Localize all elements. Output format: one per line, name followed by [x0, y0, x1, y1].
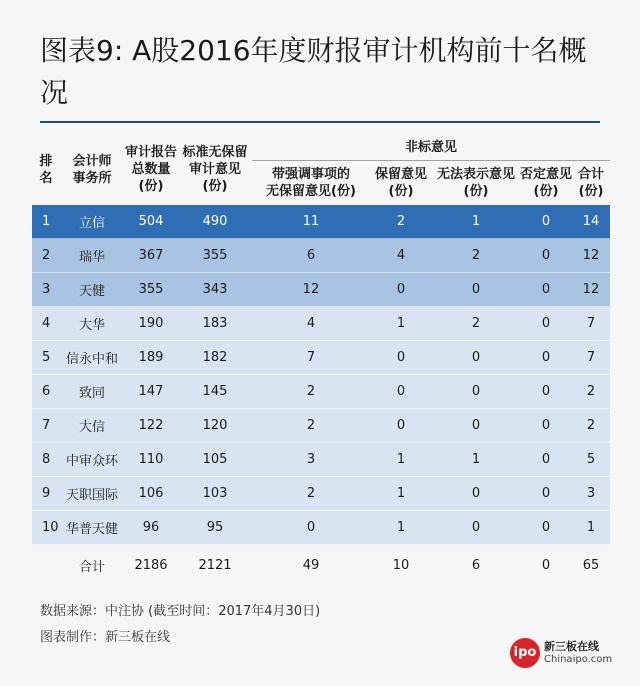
cell-disclaimer: 0	[432, 341, 520, 375]
cell-firm: 大信	[60, 409, 124, 443]
cell-firm: 信永中和	[60, 341, 124, 375]
cell-total: 367	[124, 239, 178, 273]
cell-qualified: 10	[370, 545, 432, 586]
total-row	[32, 545, 610, 586]
cell-disclaimer: 1	[432, 443, 520, 477]
cell-firm: 合计	[60, 545, 124, 586]
cell-adverse: 0	[520, 205, 572, 239]
cell-rank	[32, 545, 60, 586]
audit-firms-table	[32, 134, 610, 585]
cell-standard: 183	[178, 307, 252, 341]
cell-total: 2186	[124, 545, 178, 586]
table-row	[32, 477, 610, 511]
cell-adverse: 0	[520, 477, 572, 511]
cell-sum: 7	[572, 307, 610, 341]
cell-emphasis: 0	[252, 511, 370, 545]
cell-rank: 7	[32, 409, 60, 443]
table-header	[32, 134, 610, 205]
cell-standard: 490	[178, 205, 252, 239]
cell-rank: 2	[32, 239, 60, 273]
cell-sum: 14	[572, 205, 610, 239]
header-subtotal: 合计 (份)	[572, 161, 610, 206]
cell-standard: 2121	[178, 545, 252, 586]
cell-firm: 华普天健	[60, 511, 124, 545]
cell-standard: 95	[178, 511, 252, 545]
cell-disclaimer: 0	[432, 477, 520, 511]
table-row	[32, 239, 610, 273]
cell-adverse: 0	[520, 375, 572, 409]
cell-emphasis: 2	[252, 375, 370, 409]
cell-disclaimer: 0	[432, 409, 520, 443]
cell-disclaimer: 2	[432, 239, 520, 273]
cell-firm: 天健	[60, 273, 124, 307]
cell-firm: 中审众环	[60, 443, 124, 477]
cell-firm: 天职国际	[60, 477, 124, 511]
cell-sum: 2	[572, 375, 610, 409]
cell-disclaimer: 0	[432, 273, 520, 307]
cell-rank: 8	[32, 443, 60, 477]
table-row	[32, 273, 610, 307]
cell-sum: 1	[572, 511, 610, 545]
cell-standard: 145	[178, 375, 252, 409]
table-row	[32, 443, 610, 477]
cell-rank: 4	[32, 307, 60, 341]
cell-firm: 大华	[60, 307, 124, 341]
cell-qualified: 2	[370, 205, 432, 239]
cell-standard: 343	[178, 273, 252, 307]
cell-emphasis: 6	[252, 239, 370, 273]
cell-emphasis: 3	[252, 443, 370, 477]
cell-total: 189	[124, 341, 178, 375]
cell-total: 96	[124, 511, 178, 545]
cell-standard: 120	[178, 409, 252, 443]
cell-adverse: 0	[520, 409, 572, 443]
cell-adverse: 0	[520, 341, 572, 375]
table-row	[32, 511, 610, 545]
table-row	[32, 307, 610, 341]
cell-standard: 105	[178, 443, 252, 477]
table-row	[32, 375, 610, 409]
header-disclaimer: 无法表示意见 (份)	[432, 161, 520, 206]
cell-sum: 12	[572, 273, 610, 307]
cell-qualified: 0	[370, 273, 432, 307]
cell-standard: 355	[178, 239, 252, 273]
header-rank: 排 名	[39, 153, 53, 186]
logo-name: 新三板在线	[544, 640, 599, 653]
table-row	[32, 205, 610, 239]
title-divider	[40, 121, 600, 123]
cell-disclaimer: 2	[432, 307, 520, 341]
cell-disclaimer: 0	[432, 511, 520, 545]
cell-qualified: 0	[370, 375, 432, 409]
cell-qualified: 4	[370, 239, 432, 273]
credit-note: 图表制作：新三板在线	[40, 630, 171, 645]
source-note: 数据来源：中注协 (截至时间：2017年4月30日)	[40, 604, 321, 619]
cell-disclaimer: 6	[432, 545, 520, 586]
cell-qualified: 1	[370, 307, 432, 341]
cell-rank: 6	[32, 375, 60, 409]
cell-firm: 瑞华	[60, 239, 124, 273]
cell-emphasis: 7	[252, 341, 370, 375]
cell-rank: 9	[32, 477, 60, 511]
header-qualified: 保留意见 (份)	[370, 161, 432, 206]
header-audit-count: 审计报告 总数量 (份)	[124, 145, 177, 194]
cell-sum: 5	[572, 443, 610, 477]
cell-total: 106	[124, 477, 178, 511]
cell-sum: 3	[572, 477, 610, 511]
table-row	[32, 341, 610, 375]
cell-qualified: 1	[370, 477, 432, 511]
cell-emphasis: 2	[252, 409, 370, 443]
table-row	[32, 409, 610, 443]
cell-emphasis: 12	[252, 273, 370, 307]
cell-firm: 立信	[60, 205, 124, 239]
cell-emphasis: 11	[252, 205, 370, 239]
cell-rank: 3	[32, 273, 60, 307]
cell-emphasis: 2	[252, 477, 370, 511]
cell-rank: 1	[32, 205, 60, 239]
cell-total: 122	[124, 409, 178, 443]
cell-adverse: 0	[520, 545, 572, 586]
header-nonstandard-group: 非标意见	[405, 139, 458, 155]
header-standard-opinion: 标准无保留 审计意见 (份)	[182, 145, 248, 194]
cell-firm: 致同	[60, 375, 124, 409]
cell-qualified: 0	[370, 409, 432, 443]
cell-standard: 182	[178, 341, 252, 375]
cell-standard: 103	[178, 477, 252, 511]
cell-total: 147	[124, 375, 178, 409]
brand-logo	[510, 636, 620, 670]
cell-rank: 5	[32, 341, 60, 375]
cell-disclaimer: 0	[432, 375, 520, 409]
cell-qualified: 1	[370, 511, 432, 545]
table-body	[32, 205, 610, 585]
logo-mark: ipo	[510, 638, 540, 668]
cell-adverse: 0	[520, 443, 572, 477]
cell-adverse: 0	[520, 239, 572, 273]
cell-emphasis: 49	[252, 545, 370, 586]
cell-total: 504	[124, 205, 178, 239]
cell-adverse: 0	[520, 307, 572, 341]
cell-rank: 10	[32, 511, 60, 545]
cell-disclaimer: 1	[432, 205, 520, 239]
cell-adverse: 0	[520, 511, 572, 545]
cell-adverse: 0	[520, 273, 572, 307]
cell-sum: 12	[572, 239, 610, 273]
header-firm: 会计师 事务所	[72, 153, 112, 186]
cell-sum: 7	[572, 341, 610, 375]
header-emphasis: 带强调事项的 无保留意见(份)	[252, 161, 370, 206]
cell-total: 355	[124, 273, 178, 307]
cell-total: 190	[124, 307, 178, 341]
cell-qualified: 0	[370, 341, 432, 375]
cell-sum: 2	[572, 409, 610, 443]
page-title: 图表9: A股2016年度财报审计机构前十名概况	[40, 34, 587, 109]
cell-emphasis: 4	[252, 307, 370, 341]
cell-total: 110	[124, 443, 178, 477]
cell-sum: 65	[572, 545, 610, 586]
header-adverse: 否定意见 (份)	[520, 161, 572, 206]
cell-qualified: 1	[370, 443, 432, 477]
logo-site: Chinaipo.com	[544, 654, 613, 665]
